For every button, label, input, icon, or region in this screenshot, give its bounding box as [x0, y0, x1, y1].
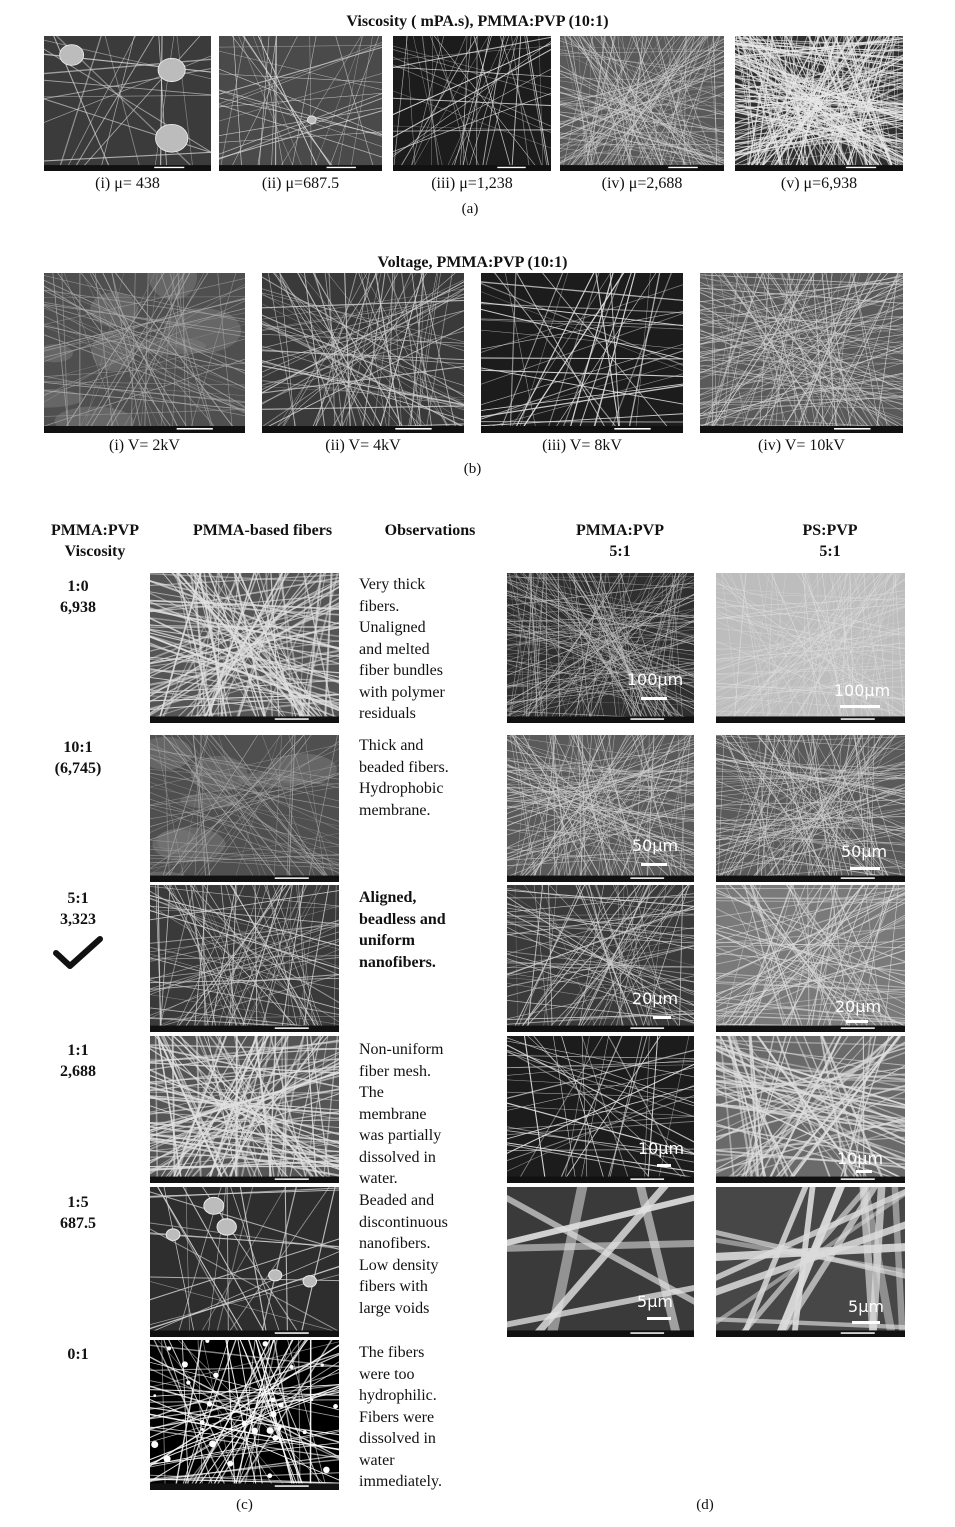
obs-line: water: [359, 1451, 395, 1469]
obs-line: Beaded and: [359, 1192, 435, 1209]
sem-image-c4: [150, 1036, 339, 1183]
section-b-title: Voltage, PMMA:PVP (10:1): [377, 254, 568, 271]
sem-image-d-ps-20: [716, 885, 905, 1032]
caption-b3: (iii) V= 8kV: [542, 437, 622, 454]
obs-line: membrane: [359, 1105, 427, 1123]
row-observation-2: [359, 735, 449, 821]
header-ratio-line2: Viscosity: [64, 543, 126, 560]
row-ratio-value: 1:1: [67, 1042, 89, 1059]
caption-b4: (iv) V= 10kV: [758, 437, 845, 454]
checkmark-icon: [52, 935, 104, 971]
obs-line: Unaligned: [359, 619, 426, 636]
sem-image-d-pmma-20: [507, 885, 694, 1032]
scale-bar: [850, 867, 880, 870]
sem-image-d-ps-50: [716, 735, 905, 882]
obs-line: Low density: [359, 1256, 439, 1274]
row-observation-6: [359, 1342, 442, 1493]
obs-line: hydrophilic.: [359, 1387, 437, 1404]
scale-label: 20μm: [631, 989, 679, 1008]
scale-bar: [856, 1170, 872, 1173]
obs-line: The: [359, 1084, 384, 1101]
sem-image-a5: [735, 36, 903, 171]
obs-line: with polymer: [359, 683, 445, 701]
caption-b2: (ii) V= 4kV: [325, 437, 401, 454]
row-viscosity-value: 6,938: [60, 599, 96, 616]
obs-line: immediately.: [359, 1473, 442, 1490]
scale-bar: [641, 863, 667, 866]
sem-image-c6: [150, 1340, 339, 1490]
obs-line: Thick and: [359, 737, 424, 754]
row-ratio-2: [38, 737, 118, 779]
scale-label: 100μm: [626, 670, 684, 689]
sem-image-d-pmma-100: [507, 573, 694, 723]
obs-line: was partially: [359, 1127, 442, 1144]
row-ratio-value: 10:1: [63, 739, 93, 756]
caption-a5: (v) μ=6,938: [780, 175, 858, 192]
obs-line: Very thick: [359, 576, 426, 593]
row-ratio-value: 1:0: [67, 578, 89, 595]
scale-bar: [852, 1321, 880, 1324]
scale-label: 50μm: [631, 836, 679, 855]
obs-line: dissolved in: [359, 1148, 436, 1166]
sem-image-d-pmma-50: [507, 735, 694, 882]
caption-a4: (iv) μ=2,688: [601, 175, 683, 192]
obs-line: The fibers: [359, 1344, 425, 1361]
panel-label-c: (c): [236, 1497, 253, 1513]
header-ps-pvp-line2: 5:1: [819, 543, 841, 560]
scale-bar: [846, 1020, 868, 1023]
row-ratio-value: 1:5: [67, 1194, 89, 1211]
scale-bar: [647, 1317, 671, 1320]
header-ps-pvp: [750, 520, 910, 562]
sem-image-a1: [44, 36, 211, 171]
row-ratio-value: 0:1: [67, 1346, 89, 1363]
obs-line: fiber mesh.: [359, 1062, 431, 1080]
sem-image-a4: [560, 36, 724, 171]
caption-a1: (i) μ= 438: [95, 175, 160, 192]
row-ratio-4: [38, 1040, 118, 1082]
obs-line: beadless and: [359, 910, 446, 928]
obs-line: beaded fibers.: [359, 758, 449, 776]
sem-image-a2: [219, 36, 382, 171]
scale-label: 5μm: [637, 1292, 673, 1311]
sem-image-b1: [44, 273, 245, 433]
sem-image-b3: [481, 273, 683, 433]
row-observation-1: [359, 574, 445, 725]
scale-label: 20μm: [834, 997, 882, 1016]
panel-label-b: (b): [463, 461, 482, 477]
obs-line: were too: [359, 1365, 415, 1383]
obs-line: fiber bundles: [359, 662, 443, 679]
obs-line: fibers.: [359, 597, 400, 615]
header-observations: Observations: [384, 522, 476, 539]
header-ps-pvp-line1: PS:PVP: [802, 522, 858, 539]
row-observation-5: [359, 1190, 448, 1319]
obs-line: water.: [359, 1170, 398, 1187]
section-a-title: Viscosity ( mPA.s), PMMA:PVP (10:1): [346, 13, 609, 30]
sem-image-c5: [150, 1187, 339, 1337]
scale-bar: [653, 1016, 671, 1019]
obs-line: and melted: [359, 640, 430, 658]
row-ratio-3: [38, 888, 118, 930]
scale-bar: [840, 705, 880, 708]
scale-bar: [657, 1164, 671, 1167]
obs-line: uniform: [359, 932, 415, 949]
sem-image-c1: [150, 573, 339, 723]
obs-line: fibers with: [359, 1278, 428, 1295]
sem-image-d-pmma-10: [507, 1036, 694, 1183]
header-pmma-pvp: [540, 520, 700, 562]
obs-line: nanofibers.: [359, 953, 436, 971]
scale-label: 10μm: [637, 1139, 685, 1158]
panel-label-a: (a): [461, 201, 479, 217]
obs-line: residuals: [359, 705, 416, 722]
header-fibers: PMMA-based fibers: [192, 522, 333, 539]
obs-line: Aligned,: [359, 889, 417, 906]
sem-image-c2: [150, 735, 339, 882]
scale-bar: [641, 697, 667, 700]
sem-image-b2: [262, 273, 464, 433]
obs-line: dissolved in: [359, 1430, 436, 1447]
sem-image-d-ps-100: [716, 573, 905, 723]
header-ratio: [40, 520, 150, 562]
scale-label: 10μm: [836, 1149, 884, 1168]
panel-label-d: (d): [696, 1497, 714, 1513]
row-viscosity-value: (6,745): [54, 760, 102, 777]
sem-image-a3: [393, 36, 551, 171]
caption-a3: (iii) μ=1,238: [431, 175, 513, 192]
row-ratio-6: [38, 1344, 118, 1365]
scale-label: 50μm: [840, 842, 888, 861]
obs-line: Hydrophobic: [359, 780, 444, 797]
header-pmma-pvp-line2: 5:1: [609, 543, 631, 560]
row-ratio-1: [38, 576, 118, 618]
row-observation-3: [359, 887, 446, 973]
obs-line: large voids: [359, 1299, 430, 1317]
obs-line: Non-uniform: [359, 1041, 444, 1058]
row-viscosity-value: 2,688: [60, 1063, 96, 1080]
obs-line: nanofibers.: [359, 1235, 431, 1252]
row-viscosity-value: 687.5: [60, 1215, 96, 1232]
row-observation-4: [359, 1039, 443, 1190]
sem-image-d-pmma-5: [507, 1187, 694, 1337]
sem-image-b4: [700, 273, 903, 433]
row-ratio-5: [38, 1192, 118, 1234]
header-pmma-pvp-line1: PMMA:PVP: [576, 522, 664, 539]
row-viscosity-value: 3,323: [60, 911, 96, 928]
scale-label: 100μm: [833, 681, 891, 700]
sem-image-d-ps-10: [716, 1036, 905, 1183]
caption-b1: (i) V= 2kV: [109, 437, 180, 454]
header-ratio-line1: PMMA:PVP: [51, 522, 139, 539]
scale-label: 5μm: [848, 1297, 884, 1316]
obs-line: membrane.: [359, 801, 431, 819]
row-ratio-value: 5:1: [67, 890, 89, 907]
obs-line: discontinuous: [359, 1213, 448, 1231]
sem-image-d-ps-5: [716, 1187, 905, 1337]
sem-image-c3: [150, 885, 339, 1032]
caption-a2: (ii) μ=687.5: [261, 175, 340, 192]
obs-line: Fibers were: [359, 1408, 435, 1426]
